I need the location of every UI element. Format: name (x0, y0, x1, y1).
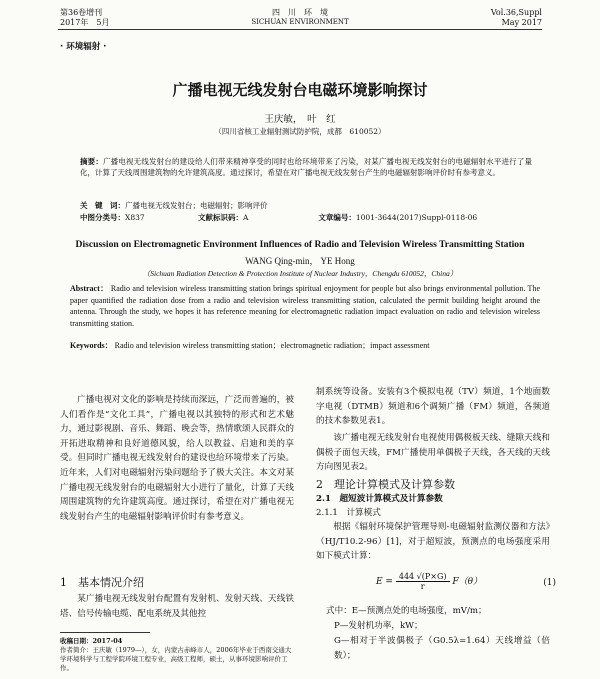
authors-cn: 王庆敏， 叶 红 (264, 114, 336, 125)
equation-number: (1) (543, 578, 556, 588)
definition-e: 式中：E—预测点处的电场强度，mV/m； (326, 606, 487, 616)
footnote-author: 作者简介：王庆敏（1979—），女，内蒙古赤峰市人，2006年毕业于西南交通大学环境科学与工程学院环境工程专业，高级工程师，硕士，从事环境影响评价工作。 (60, 646, 292, 672)
doc-code-label: 文献标识码： (198, 213, 243, 222)
section-1-text: 某广播电视无线发射台配置有发射机、发射天线、天线铁塔、信号传输电缆、配电系统及其他控 (60, 594, 294, 619)
journal-name-cn: 四 川 环 境 (272, 8, 328, 17)
abstract-cn (80, 156, 532, 178)
journal-issue-right: Vol.36,Suppl (490, 8, 542, 17)
authors-en: WANG Qing-min， YE Hong (245, 256, 355, 266)
journal-name-en: SICHUAN ENVIRONMENT (251, 18, 349, 26)
abstract-cn-text: 广播电视无线发射台的建设给人们带来精神享受的同时也给环境带来了污染，对某广播电视无线发射台的电磁辐射水平进行了量化，计算了天线周围建筑物的允许建筑高度。通过探讨，希望在对广播电视无线发射台产生的电磁辐射影响评价时有参考意义。 (80, 157, 533, 177)
equation-lhs: E = (376, 577, 393, 587)
section-2-heading: 2 理论计算模式及计算参数 (316, 478, 455, 491)
header-rule (58, 29, 542, 30)
class-number-value: X837 (125, 213, 145, 222)
equation-numerator: 444 √(P×G) (396, 572, 450, 582)
equation-fraction (396, 572, 450, 591)
right-paragraph-1: 制系统等设备。安装有3个模拟电视（TV）频道，1个地面数字电视（DTMB）频道和6个调频广播（FM）频道，各频道的技术参数见表1。 (316, 387, 550, 427)
keywords-en-text: Radio and television wireless transmitting station；electromagnetic radiation；impact assessment (114, 341, 430, 350)
abstract-cn-label: 摘要： (80, 157, 103, 166)
article-id-label: 文章编号： (318, 213, 356, 222)
section-1-heading: 1 基本情况介绍 (60, 576, 144, 589)
affiliation-en: （Sichuan Radiation Detection & Protection Institute of Nuclear Industry，Chengdu 610052，China） (142, 269, 458, 278)
equation-1 (376, 572, 556, 591)
journal-date-right: May 2017 (501, 18, 542, 27)
paper-title-en: Discussion on Electromagnetic Environment Influences of Radio and Television Wireless Transmitting Station (75, 239, 525, 250)
doc-code-value: A (243, 213, 249, 222)
section-2-1-heading: 2.1 超短波计算模式及计算参数 (316, 494, 443, 504)
journal-date-left: 2017年 5月 (60, 18, 110, 27)
article-id-value: 1001-3644(2017)Suppl-0118-06 (355, 213, 478, 222)
section-2-1-1-heading: 2.1.1 计算模式 (316, 508, 381, 518)
intro-paragraph: 广播电视对文化的影响是持续而深远，广泛而普遍的，被人们看作是“文化工具”，广播电视以其独特的形式和艺术魅力，通过影视剧、音乐、舞蹈、晚会等，热情歌颂人民群众的开拓进取精神和良好道德风貌，给人以教益、启迪和美的享受。但同时广播电视无线发射台的建设也给环境带来了污染。近年来，人们对电磁辐射污染问题给予了极大关注。本文对某广播电视无线发射台的电磁辐射大小进行了量化，计算了天线周围建筑物的允许建筑高度。通过探讨，希望在对广播电视无线发射台产生的电磁辐射影响评价时有参考意义。 (60, 395, 294, 522)
abstract-en-text: Radio and television wireless transmitting station brings spiritual enjoyment for people but also brings environmental pollution. The paper quantified the radiation dose from a radio and television wireless transmitting station, calculated the permit building height around the antenna. Through the study, we hopes it has reference meaning for electromagnetic radiation impact evaluation on radio and television wireless transmitting station. (70, 284, 540, 328)
right-paragraph-2: 该广播电视无线发射台电视使用偶极板天线、缝隙天线和偶极子面包天线，FM广播使用单偶极子天线，各天线的天线方向图见表2。 (316, 433, 550, 473)
section-label: · 环境辐射 · (60, 42, 107, 52)
keywords-en-label: Keywords： (70, 341, 113, 350)
abstract-en-label: Abstract： (70, 284, 109, 293)
equation-rhs: F（θ） (452, 577, 483, 587)
keywords-cn-label: 关 键 词： (80, 201, 125, 210)
journal-issue-left: 第36卷增刊 (60, 8, 103, 17)
abstract-en (70, 283, 540, 329)
footnote-rule (60, 632, 150, 633)
keywords-cn-text: 广播电视无线发射台；电磁辐射；影响评价 (125, 201, 268, 210)
definition-p: P—发射机功率，kW； (334, 621, 423, 631)
paper-title-cn: 广播电视无线发射台电磁环境影响探讨 (172, 81, 428, 99)
keywords-cn (80, 200, 532, 211)
footnote-received: 收稿日期：2017-04 (60, 637, 123, 645)
definition-g: G—相对于半波偶极子（G0.5λ=1.64）天线增益（倍数）； (334, 636, 550, 661)
class-number-label: 中图分类号： (80, 213, 125, 222)
affiliation-cn: （四川省核工业辐射测试防护院，成都 610052） (214, 127, 386, 136)
right-paragraph-3: 根据《辐射环境保护管理导则-电磁辐射监测仪器和方法》（HJ/T10.2-96）[1]，对于超短波，预测点的电场强度采用如下模式计算： (316, 522, 550, 562)
keywords-en (70, 340, 540, 352)
meta-cn (80, 212, 532, 223)
equation-denominator: r (420, 582, 425, 591)
